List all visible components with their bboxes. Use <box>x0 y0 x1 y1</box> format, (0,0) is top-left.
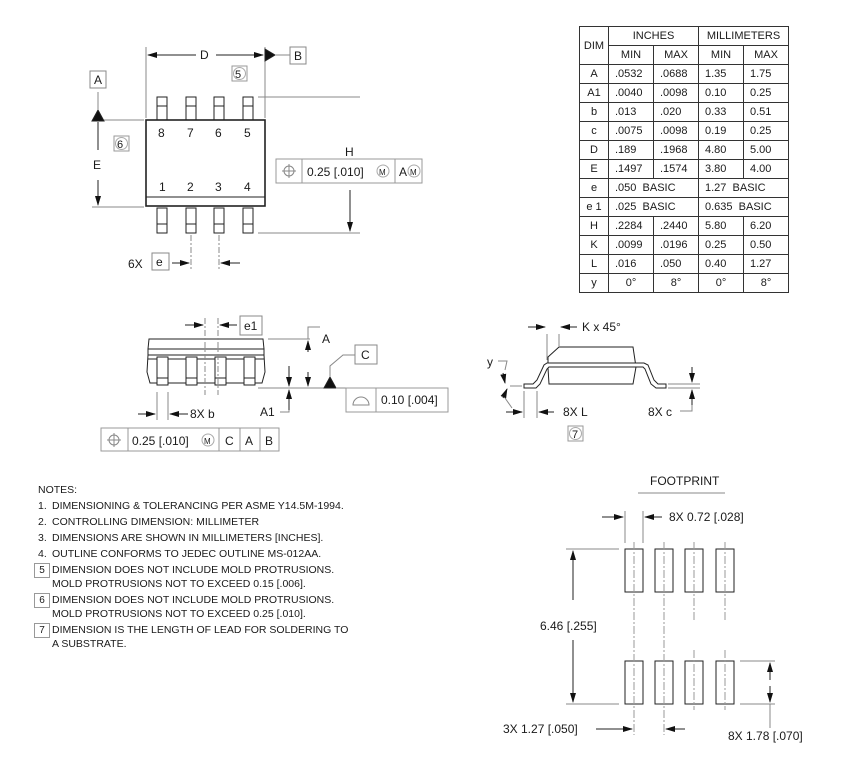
dim-h-label: H <box>345 145 354 159</box>
col-inches: INCHES <box>609 27 699 46</box>
lead-width-label: 8X b <box>190 407 215 421</box>
angle-label: y <box>487 355 493 369</box>
side-leads <box>157 357 255 385</box>
pitch-prefix: 6X <box>128 257 143 271</box>
profile-control-frame <box>346 388 448 412</box>
table-row: H .2284 .2440 5.80 6.20 <box>580 217 789 236</box>
note-continuation: MOLD PROTRUSIONS NOT TO EXCEED 0.15 [.006]. <box>52 578 306 590</box>
notes-title: NOTES: <box>38 484 78 496</box>
svg-text:C: C <box>225 434 234 448</box>
svg-text:M: M <box>379 168 386 177</box>
col-mm-min: MIN <box>699 46 744 65</box>
pin-4: 4 <box>244 180 251 194</box>
note-item: 2. CONTROLLING DIMENSION: MILLIMETER <box>38 516 260 528</box>
table-row: A .0532 .0688 1.35 1.75 <box>580 65 789 84</box>
note-continuation: A SUBSTRATE. <box>52 638 127 650</box>
table-row: y 0° 8° 0° 8° <box>580 274 789 293</box>
lead-length-label: 8X L <box>563 405 588 419</box>
footprint-pads-top <box>625 549 734 592</box>
svg-text:B: B <box>265 434 274 448</box>
pad-width-label: 8X 0.72 [.028] <box>669 510 744 524</box>
note-item: 3. DIMENSIONS ARE SHOWN IN MILLIMETERS [INCHES]. <box>38 532 324 544</box>
note-item: 6 DIMENSION DOES NOT INCLUDE MOLD PROTRUSIONS. <box>38 592 348 608</box>
note-item: 5 DIMENSION DOES NOT INCLUDE MOLD PROTRUSIONS. <box>38 562 348 578</box>
chamfer-label: K x 45° <box>582 320 621 334</box>
col-in-max: MAX <box>654 46 699 65</box>
pin-5: 5 <box>244 126 251 140</box>
svg-text:A: A <box>399 165 408 179</box>
table-row: D .189 .1968 4.80 5.00 <box>580 141 789 160</box>
notes-section <box>38 482 348 652</box>
flag-6: 6 <box>117 139 124 151</box>
table-row: A1 .0040 .0098 0.10 0.25 <box>580 84 789 103</box>
row-span-label: 6.46 [.255] <box>540 619 597 633</box>
lead-thickness-label: 8X c <box>648 405 673 419</box>
svg-text:0.10 [.004]: 0.10 [.004] <box>381 393 438 407</box>
pin-2: 2 <box>187 180 194 194</box>
note-item: 7 DIMENSION IS THE LENGTH OF LEAD FOR SOLDERING TO <box>38 622 348 638</box>
dim-a1-label: A1 <box>260 405 275 419</box>
flag-7: 7 <box>572 429 579 441</box>
datum-c-label: C <box>361 348 370 362</box>
dim-d-label: D <box>200 48 209 62</box>
datum-a-label: A <box>94 73 103 87</box>
note-flag-5: 5 <box>34 563 50 578</box>
svg-text:0.25 [.010]: 0.25 [.010] <box>132 434 189 448</box>
table-row: e .050 BASIC 1.27 BASIC <box>580 179 789 198</box>
e1-label: e1 <box>244 319 258 333</box>
pitch-label-footprint: 3X 1.27 [.050] <box>503 722 578 736</box>
footprint-pads-bottom <box>625 661 734 704</box>
svg-text:A: A <box>245 434 254 448</box>
pin-7: 7 <box>187 126 194 140</box>
col-dim: DIM <box>580 27 609 65</box>
table-row: b .013 .020 0.33 0.51 <box>580 103 789 122</box>
note-flag-7: 7 <box>34 623 50 638</box>
note-continuation: MOLD PROTRUSIONS NOT TO EXCEED 0.25 [.010]. <box>52 608 306 620</box>
note-item: 4. OUTLINE CONFORMS TO JEDEC OUTLINE MS-012AA. <box>38 548 322 560</box>
col-in-min: MIN <box>609 46 654 65</box>
dimension-table <box>579 26 789 293</box>
datum-b-label: B <box>294 49 303 63</box>
note-flag-6: 6 <box>34 593 50 608</box>
dim-e-label: E <box>93 158 102 172</box>
col-mm: MILLIMETERS <box>699 27 789 46</box>
svg-text:M: M <box>204 437 211 446</box>
top-leads <box>157 97 253 120</box>
table-row: K .0099 .0196 0.25 0.50 <box>580 236 789 255</box>
table-row: c .0075 .0098 0.19 0.25 <box>580 122 789 141</box>
pitch-label: e <box>156 255 163 269</box>
pin-3: 3 <box>215 180 222 194</box>
footprint <box>566 493 775 735</box>
pin-6: 6 <box>215 126 222 140</box>
pad-length-label: 8X 1.78 [.070] <box>728 729 803 743</box>
table-row: e 1 .025 BASIC 0.635 BASIC <box>580 198 789 217</box>
pin-8: 8 <box>158 126 165 140</box>
flag-5: 5 <box>235 69 242 81</box>
note-item: 1. DIMENSIONING & TOLERANCING PER ASME Y14.5M-1994. <box>38 500 344 512</box>
footprint-title: FOOTPRINT <box>650 474 720 488</box>
table-row: L .016 .050 0.40 1.27 <box>580 255 789 274</box>
col-mm-max: MAX <box>744 46 789 65</box>
bottom-leads <box>157 208 253 233</box>
side-feature-control-frame <box>101 428 279 451</box>
svg-text:0.25 [.010]: 0.25 [.010] <box>307 165 364 179</box>
table-row: E .1497 .1574 3.80 4.00 <box>580 160 789 179</box>
pin-1: 1 <box>159 180 166 194</box>
dim-a-label: A <box>322 332 331 346</box>
profile-icon <box>353 397 369 405</box>
top-feature-control-frame <box>276 159 422 183</box>
svg-text:M: M <box>410 168 417 177</box>
